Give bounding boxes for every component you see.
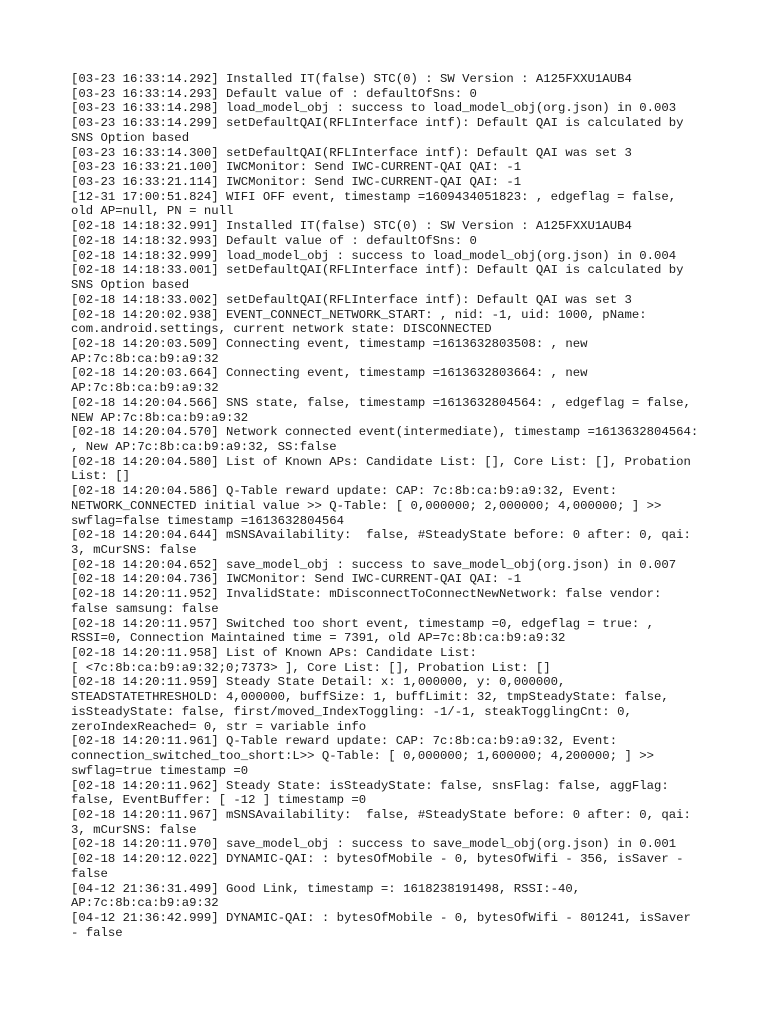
log-entry: [02-18 14:20:11.961] Q-Table reward update: CAP: 7c:8b:ca:b9:a9:32, Event: connection_switched_too_short:L>> Q-Table: [ 0,000000; 1,600000; 4,200000; ] >> swflag=true timestamp =0 [71,734,662,778]
log-entry: [02-18 14:20:04.644] mSNSAvailability: false, #SteadyState before: 0 after: 0, qai: 3, mCurSNS: false [71,528,699,557]
log-entry: [02-18 14:20:12.022] DYNAMIC-QAI: : bytesOfMobile - 0, bytesOfWifi - 356, isSaver - false [71,852,691,881]
log-entry: [02-18 14:20:11.959] Steady State Detail: x: 1,000000, y: 0,000000, STEADSTATETHRESHOLD: 4,000000, buffSize: 1, buffLimit: 32, tmpSteadyState: false, isSteadyState: false, first/moved_IndexToggling: -1/-1, steakTogglingCnt: 0, zeroIndexReached= 0, str = variable info [71,675,677,734]
log-entry: [02-18 14:20:03.664] Connecting event, timestamp =1613632803664: , new AP:7c:8b:ca:b9:a9:32 [71,366,595,396]
log-entry: [03-23 16:33:14.292] Installed IT(false) STC(0) : SW Version : A125FXXU1AUB4 [71,72,632,86]
log-entry: [02-18 14:20:11.967] mSNSAvailability: false, #SteadyState before: 0 after: 0, qai: 3, mCurSNS: false [71,807,699,837]
log-entry: [02-18 14:18:32.993] Default value of : defaultOfSns: 0 [71,233,477,248]
log-entry: [02-18 14:20:04.652] save_model_obj : success to save_model_obj(org.json) in 0.007 [71,557,677,572]
log-entry: [02-18 14:20:04.570] Network connected event(intermediate), timestamp =1613632804564: , New AP:7c:8b:ca:b9:a9:32, SS:false [71,425,706,454]
log-entry: [02-18 14:20:11.962] Steady State: isSteadyState: false, snsFlag: false, aggFlag: false, EventBuffer: [ -12 ] timestamp =0 [71,778,677,808]
log-entry: [02-18 14:20:11.957] Switched too short event, timestamp =0, edgeflag = true: , RSSI=0, Connection Maintained time = 7391, old AP=7c:8b:ca:b9:a9:32 [71,616,662,646]
log-entry: [02-18 14:18:32.991] Installed IT(false) STC(0) : SW Version : A125FXXU1AUB4 [71,219,632,234]
log-entry: [02-18 14:20:11.952] InvalidState: mDisconnectToConnectNewNetwork: false vendor: false samsung: false [71,587,669,616]
log-entry: [02-18 14:20:11.958] List of Known APs: Candidate List: [ <7c:8b:ca:b9:a9:32;0;7373> ], Core List: [], Probation List: [] [71,646,551,675]
log-entry: [02-18 14:20:04.566] SNS state, false, timestamp =1613632804564: , edgeflag = false, NEW AP:7c:8b:ca:b9:a9:32 [71,395,699,425]
log-entry: [02-18 14:18:33.001] setDefaultQAI(RFLInterface intf): Default QAI is calculated by SNS Option based [71,263,691,293]
log-entry: [04-12 21:36:42.999] DYNAMIC-QAI: : bytesOfMobile - 0, bytesOfWifi - 801241, isSaver - false [71,910,699,940]
log-entry: [02-18 14:18:32.999] load_model_obj : success to load_model_obj(org.json) in 0.004 [71,248,677,263]
log-entry: [03-23 16:33:14.299] setDefaultQAI(RFLInterface intf): Default QAI is calculated by SNS Option based [71,116,691,145]
log-entry: [02-18 14:20:04.580] List of Known APs: Candidate List: [], Core List: [], Probation List: [] [71,454,699,484]
log-entry: [03-23 16:33:14.300] setDefaultQAI(RFLInterface intf): Default QAI was set 3 [71,145,632,160]
log-entry: [03-23 16:33:14.298] load_model_obj : success to load_model_obj(org.json) in 0.003 [71,101,677,116]
log-entry: [04-12 21:36:31.499] Good Link, timestamp =: 1618238191498, RSSI:-40, AP:7c:8b:ca:b9:a9:32 [71,881,588,911]
log-entry: [02-18 14:20:03.509] Connecting event, timestamp =1613632803508: , new AP:7c:8b:ca:b9:a9:32 [71,336,595,366]
log-entry: [02-18 14:20:02.938] EVENT_CONNECT_NETWORK_START: , nid: -1, uid: 1000, pName: com.android.settings, current network state: DISCONNECTED [71,307,654,337]
log-entry: [02-18 14:20:11.970] save_model_obj : success to save_model_obj(org.json) in 0.001 [71,837,677,852]
log-entry: [03-23 16:33:21.100] IWCMonitor: Send IWC-CURRENT-QAI QAI: -1 [71,160,522,175]
log-entry: [02-18 14:18:33.002] setDefaultQAI(RFLInterface intf): Default QAI was set 3 [71,292,632,307]
log-entry: [02-18 14:20:04.736] IWCMonitor: Send IWC-CURRENT-QAI QAI: -1 [71,572,522,587]
log-entry: [12-31 17:00:51.824] WIFI OFF event, timestamp =1609434051823: , edgeflag = false, old AP=null, PN = null [71,189,684,219]
log-document [71,72,706,940]
log-entry: [03-23 16:33:21.114] IWCMonitor: Send IWC-CURRENT-QAI QAI: -1 [71,175,522,190]
log-entry: [03-23 16:33:14.293] Default value of : defaultOfSns: 0 [71,86,477,101]
log-entry: [02-18 14:20:04.586] Q-Table reward update: CAP: 7c:8b:ca:b9:a9:32, Event: NETWORK_CONNECTED initial value >> Q-Table: [ 0,000000; 2,000000; 4,000000; ] >> swflag=false timestamp =1613632804564 [71,484,669,528]
